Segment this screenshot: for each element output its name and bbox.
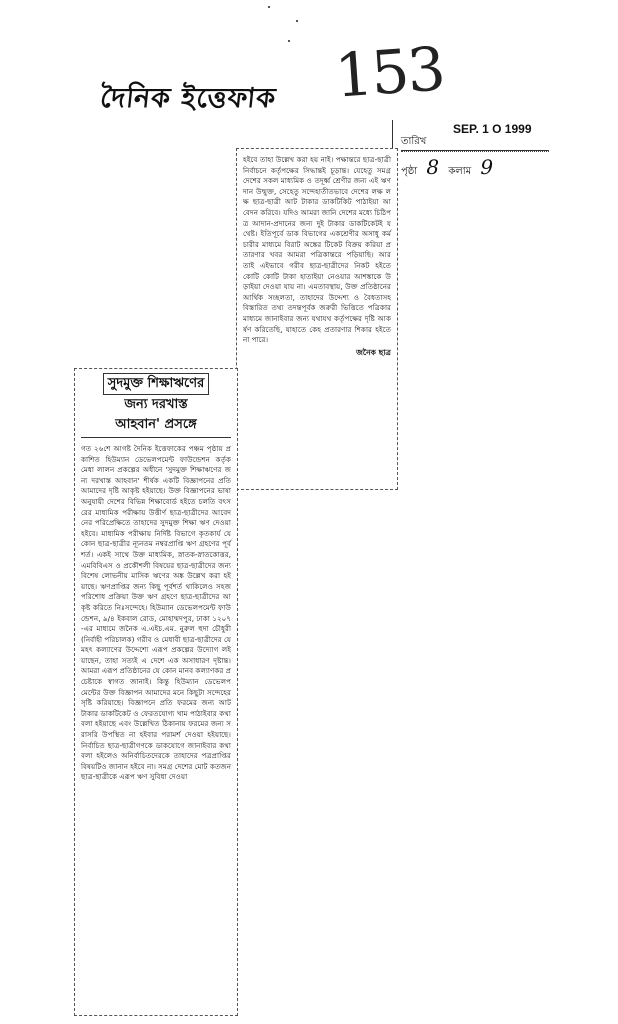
article-headline	[81, 373, 231, 438]
newspaper-masthead: দৈনিক ইত্তেফাক	[98, 83, 278, 114]
handwritten-page-number: 153	[332, 34, 446, 112]
scan-speck	[268, 6, 270, 8]
stamp-page-column-row	[401, 150, 549, 181]
article-signature: জনৈক ছাত্র	[356, 347, 391, 357]
stamp-date-label: তারিখ	[401, 136, 427, 147]
scan-speck	[288, 40, 290, 42]
stamp-page-label: পৃষ্ঠা	[401, 166, 418, 177]
headline-line-2: জন্য দরখাস্ত	[124, 397, 188, 412]
date-stamp	[392, 120, 555, 184]
article-clipping-right	[236, 148, 398, 490]
headline-line-1: সুদমুক্ত শিক্ষাঋণের	[103, 373, 210, 395]
stamp-page-value: 8	[426, 155, 440, 179]
scan-speck	[296, 20, 298, 22]
article-clipping-left	[74, 368, 238, 1016]
stamp-column-value: 9	[480, 155, 494, 179]
article-right-paragraph: হইবে তাহা উল্লেখ করা হয় নাই। পক্ষান্তরে ছাত্র-ছাত্রী নির্বাচনে কর্তৃপক্ষের সিদ্ধান্তই চূড়ান্ত। যেহেতু সমগ্র দেশের সকল মাধ্যমিক ও তদূর্ধ্ব শ্রেণীর জন্য এই ঋণদান উন্মুক্ত, সেহেতু সন্দেহাতীতভাবে দেশের লক্ষ লক্ষ ছাত্র-ছাত্রী আট টাকার ডাকটিকিট পাঠাইয়া আবেদন করিবে। যদিও আমরা জানি দেশের মধ্যে চিঠিপত্র আদান-প্রদানের জন্য দুই টাকার ডাকটিকেটই যথেষ্ট। ইতিপূর্বে ডাক বিভাগের একশ্রেণীর অসাধু কর্মচারীর মাধ্যমে বিরাট অঙ্কের টিকেট বিক্রয় করিয়া প্রতারণার খবর আমরা পত্রিকান্তরে পড়িয়াছি। আর তাই এইভাবে গরীব ছাত্র-ছাত্রীদের নিকট হইতে কোটি কোটি টাকা হাতাইয়া নেওয়ার আশঙ্কাকে উড়াইয়া দেওয়া যায় না। এমতাবস্থায়, উক্ত প্রতিষ্ঠানের আর্থিক সচ্ছলতা, তাহাদের উদ্দেশ্য ও বৈধতাসহ বিস্তারিত তথ্য তদন্তপূর্বক জরুরী ভিত্তিতে পত্রিকার মাধ্যমে জানাইবার জন্য যথাযথ কর্তৃপক্ষের দৃষ্টি আকর্ষণ করিতেছি, যাহাতে কেহ প্রতারণার শিকার হইতে না পারে।	[243, 155, 391, 345]
stamp-date: SEP. 1 O 1999	[453, 122, 532, 136]
article-left-column	[81, 444, 231, 783]
headline-line-3: আহবান' প্রসঙ্গে	[115, 417, 197, 432]
stamp-column-label: কলাম	[448, 166, 472, 177]
article-left-paragraph: গত ২৬শে আগষ্ট দৈনিক ইত্তেফাকের পঞ্চম পৃষ্ঠায় প্রকাশিত হিউম্যান ডেভেলপমেন্ট ফাউন্ডেশন কর্তৃক মেধা লালন প্রকল্পের অধীনে 'সুদমুক্ত শিক্ষাঋণের জন্য দরখাস্ত আহবান' শীর্ষক একটি বিজ্ঞাপনের প্রতি আমাদের দৃষ্টি আকৃষ্ট হইয়াছে। উক্ত বিজ্ঞাপনের ভাষা অনুযায়ী দেশের বিভিন্ন শিক্ষাবোর্ড হইতে চলতি বৎসরের মাধ্যমিক পরীক্ষায় উত্তীর্ণ ছাত্র-ছাত্রীদের আবেদনের পরিপ্রেক্ষিতে তাহাদের সুদমুক্ত শিক্ষা ঋণ দেওয়া হইবে। মাধ্যমিক পরীক্ষায় নির্দিষ্ট বিভাগে কৃতকার্য যে কোন ছাত্র-ছাত্রীর ন্যূনতম নম্বরপ্রাপ্তি ঋণ গ্রহণের পূর্বশর্ত। একই সাথে উক্ত মাধ্যমিক, স্নাতক-স্নাতকোত্তর, এমবিবিএস ও প্রকৌশলী বিষয়ের ছাত্র-ছাত্রীদের জন্য বিশেষ লোভনীয় মাসিক ঋণের অঙ্ক উল্লেখ করা হইয়াছে। ঋণপ্রাপ্তির জন্য কিছু পূর্বশর্ত থাকিলেও সহজ পরিশোধ প্রক্রিয়া উক্ত ঋণ গ্রহণে ছাত্র-ছাত্রীদের আকৃষ্ট করিতে নিঃসন্দেহে। হিউম্যান ডেভেলপমেন্ট ফাউন্ডেশন, ৯/৪ ইকবাল রোড, মোহাম্মদপুর, ঢাকা ১২০৭-এর মাধ্যমে জনৈক এ.এইচ.এম. নুরুল হুদা চৌধুরী (নির্বাহী পরিচালক) গরীব ও মেধাবী ছাত্র-ছাত্রীদের যে মহৎ কল্যাণের উদ্দেশ্যে এরূপ প্রকল্পের উদ্যোগ লইয়াছেন, তাহা সত্যই এ দেশে এক অসাধারণ দৃষ্টান্ত। আমরা এরূপ প্রতিষ্ঠানের যে কোন মানব কল্যাণকর প্রচেষ্টাকে স্বাগত জানাই। কিন্তু হিউম্যান ডেভেলপমেন্টের উক্ত বিজ্ঞাপন আমাদের মনে কিছুটা সন্দেহের সৃষ্টি করিয়াছে। বিজ্ঞাপনে প্রতি ফরমের জন্য আট টাকার ডাকটিকেট ও ফেরতযোগ্য খাম পাঠাইবার কথা বলা হইয়াছে এবং উল্লেখিত ঠিকানায় ফরমের জন্য সরাসরি উপস্থিত না হইবার পরামর্শ দেওয়া হইয়াছে। নির্বাচিত ছাত্র-ছাত্রীগণকে ডাকযোগে জানাইবার কথা বলা হইলেও অনির্বাচিতদেরকে তাহাদের পত্রপ্রাপ্তির বিষয়টিও জানান হইবে না। সমগ্র দেশের মোট কতজন ছাত্র-ছাত্রীকে এরূপ ঋণ সুবিধা দেওয়া	[81, 444, 231, 782]
article-right-column	[243, 155, 391, 358]
